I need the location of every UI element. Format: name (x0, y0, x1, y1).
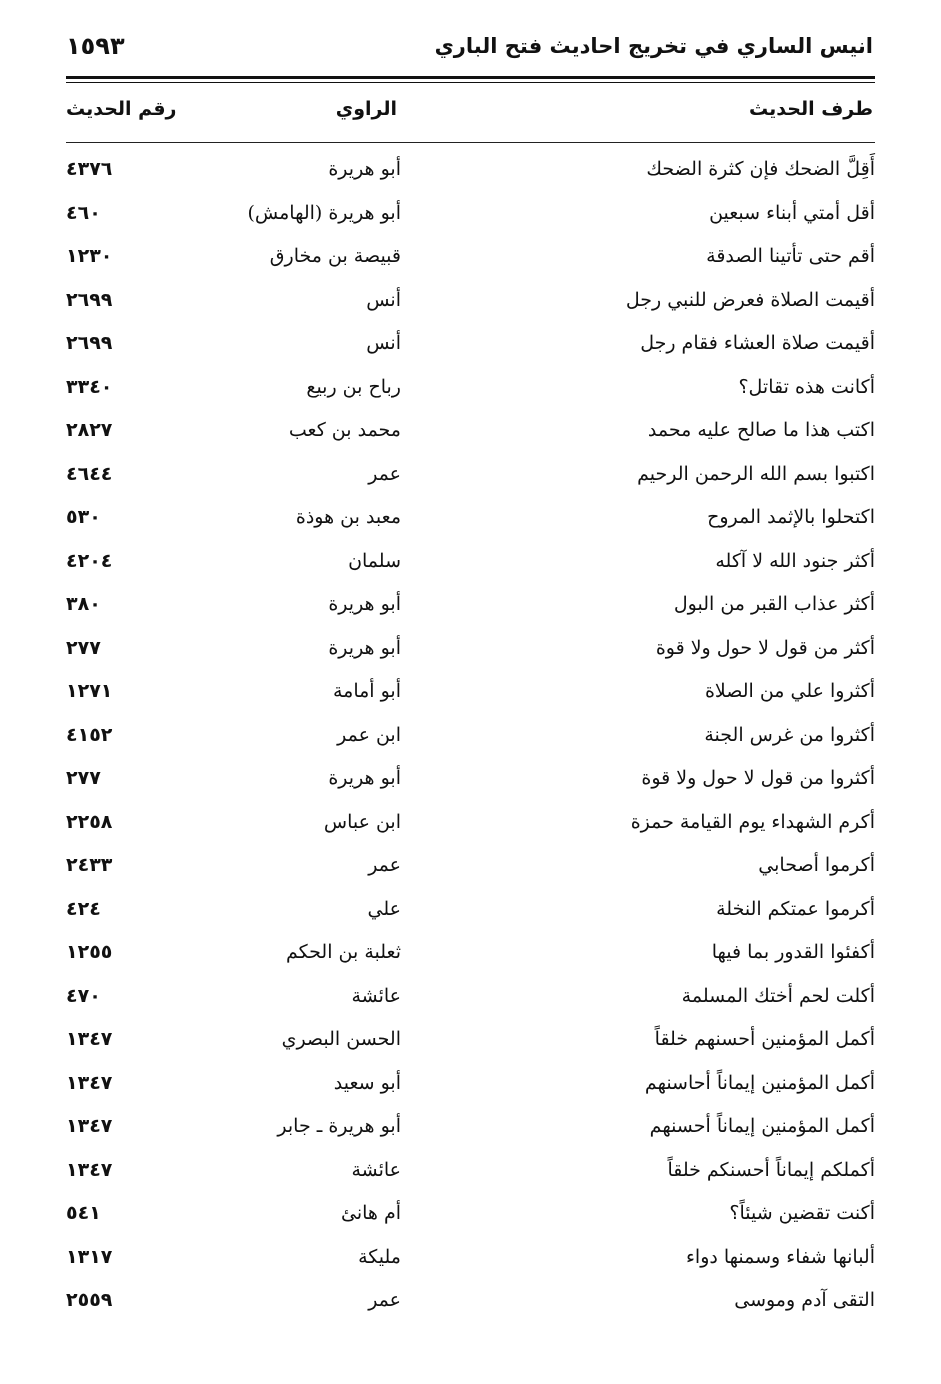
hadith-number: ٢٨٢٧ (66, 419, 113, 441)
hadith-number: ٤٦٤٤ (66, 462, 113, 485)
table-row (66, 500, 875, 544)
column-header-rule (66, 142, 875, 143)
hadith-number: ٣٨٠ (66, 593, 101, 615)
hadith-text: أكثروا علي من الصلاة (704, 680, 875, 702)
hadith-number: ٢٥٥٩ (66, 1289, 113, 1311)
hadith-number: ٤٢٤ (66, 897, 101, 920)
table-row (66, 1240, 875, 1284)
narrator-name: عائشة (351, 1158, 401, 1181)
hadith-text: أكرموا عمتكم النخلة (716, 897, 875, 920)
hadith-index-table (66, 152, 875, 1327)
hadith-text: أكفئوا القدور بما فيها (711, 941, 875, 963)
hadith-number: ١٣١٧ (66, 1245, 113, 1268)
table-row (66, 979, 875, 1023)
hadith-number: ٤٢٠٤ (66, 549, 113, 572)
table-row (66, 326, 875, 370)
narrator-name: معبد بن هوذة (295, 506, 401, 528)
table-row (66, 239, 875, 283)
hadith-text: أكثروا من قول لا حول ولا قوة (641, 767, 875, 789)
narrator-name: عائشة (351, 984, 401, 1007)
table-row (66, 1066, 875, 1110)
narrator-name: ابن عمر (337, 723, 401, 746)
hadith-text: أكثروا من غرس الجنة (704, 723, 875, 746)
page-header (66, 24, 873, 74)
narrator-name: أبو هريرة (328, 767, 401, 789)
narrator-name: أبو أمامة (332, 680, 401, 702)
hadith-text: أكملكم إيماناً أحسنكم خلقاً (667, 1158, 875, 1181)
table-row (66, 1109, 875, 1153)
hadith-number: ١٢٣٠ (66, 245, 113, 267)
table-row (66, 457, 875, 501)
narrator-name: أبو سعيد (333, 1071, 401, 1094)
hadith-number: ٢٢٥٨ (66, 810, 113, 833)
column-header-narrator: الراوي (335, 98, 397, 120)
hadith-number: ١٢٧١ (66, 680, 113, 702)
table-row (66, 631, 875, 675)
column-headers (66, 98, 873, 134)
table-row (66, 805, 875, 849)
hadith-text: اكتب هذا ما صالح عليه محمد (647, 419, 875, 441)
narrator-name: عمر (368, 854, 401, 876)
hadith-text: أكثر من قول لا حول ولا قوة (655, 636, 875, 659)
hadith-text: أكانت هذه تقاتل؟ (738, 375, 875, 398)
hadith-text: ألبانها شفاء وسمنها دواء (685, 1245, 875, 1268)
hadith-number: ٤١٥٢ (66, 723, 113, 746)
hadith-text: أكمل المؤمنين أحسنهم خلقاً (654, 1028, 875, 1050)
narrator-name: عمر (368, 462, 401, 485)
narrator-name: أبو هريرة (الهامش) (247, 201, 401, 224)
hadith-number: ٣٣٤٠ (66, 375, 113, 398)
narrator-name: أبو هريرة (328, 636, 401, 659)
column-header-hadith: طرف الحديث (749, 98, 873, 120)
narrator-name: أبو هريرة ـ جابر (277, 1115, 401, 1137)
hadith-number: ٥٣٠ (66, 506, 101, 528)
hadith-text: اكتبوا بسم الله الرحمن الرحيم (637, 462, 875, 485)
hadith-number: ٢٤٣٣ (66, 854, 113, 876)
hadith-text: أكمل المؤمنين إيماناً أحسنهم (649, 1115, 875, 1137)
header-rule-thin (66, 82, 875, 83)
hadith-text: أكرموا أصحابي (758, 854, 875, 876)
table-row (66, 152, 875, 196)
narrator-name: ابن عباس (323, 810, 401, 833)
narrator-name: محمد بن كعب (288, 419, 401, 441)
hadith-text: أقيمت صلاة العشاء فقام رجل (640, 332, 875, 354)
narrator-name: قبيصة بن مخارق (269, 245, 401, 267)
table-row (66, 674, 875, 718)
narrator-name: علي (367, 897, 401, 920)
hadith-text: أَقِلَّ الضحك فإن كثرة الضحك (646, 158, 875, 180)
table-row (66, 718, 875, 762)
hadith-text: أقيمت الصلاة فعرض للنبي رجل (625, 288, 875, 311)
hadith-number: ٢٧٧ (66, 636, 101, 659)
hadith-number: ٤٦٠ (66, 201, 101, 224)
header-rule-thick (66, 76, 875, 79)
hadith-number: ٤٣٧٦ (66, 158, 113, 180)
hadith-text: أكثر جنود الله لا آكله (715, 549, 875, 572)
table-row (66, 1022, 875, 1066)
table-row (66, 892, 875, 936)
book-title: انيس الساري في تخريج احاديث فتح الباري (434, 34, 873, 58)
narrator-name: ثعلبة بن الحكم (286, 941, 401, 963)
narrator-name: سلمان (348, 549, 401, 572)
hadith-number: ٤٧٠ (66, 984, 101, 1007)
narrator-name: مليكة (358, 1245, 401, 1268)
narrator-name: أم هانئ (340, 1202, 401, 1224)
column-header-number: رقم الحديث (66, 98, 177, 120)
hadith-text: أقم حتى تأتينا الصدقة (706, 245, 875, 267)
table-row (66, 848, 875, 892)
hadith-number: ١٣٤٧ (66, 1158, 113, 1181)
hadith-number: ٢٦٩٩ (66, 332, 113, 354)
table-row (66, 544, 875, 588)
hadith-number: ١٣٤٧ (66, 1071, 113, 1094)
table-row (66, 196, 875, 240)
narrator-name: عمر (368, 1289, 401, 1311)
table-row (66, 370, 875, 414)
table-row (66, 761, 875, 805)
hadith-number: ٢٦٩٩ (66, 288, 113, 311)
narrator-name: الحسن البصري (281, 1028, 401, 1050)
narrator-name: أبو هريرة (328, 158, 401, 180)
hadith-number: ١٢٥٥ (66, 941, 113, 963)
table-row (66, 1283, 875, 1327)
hadith-text: أكرم الشهداء يوم القيامة حمزة (630, 810, 875, 833)
page-number: ١٥٩٣ (66, 32, 125, 60)
hadith-text: أكنت تقضين شيئاً؟ (729, 1202, 875, 1224)
table-row (66, 413, 875, 457)
table-row (66, 1196, 875, 1240)
table-row (66, 283, 875, 327)
narrator-name: أنس (366, 288, 401, 311)
table-row (66, 935, 875, 979)
hadith-text: أكلت لحم أختك المسلمة (681, 984, 875, 1007)
hadith-number: ٥٤١ (66, 1202, 101, 1224)
hadith-number: ٢٧٧ (66, 767, 101, 789)
hadith-text: أكمل المؤمنين إيماناً أحاسنهم (644, 1071, 875, 1094)
hadith-text: التقى آدم وموسى (734, 1289, 875, 1311)
table-row (66, 587, 875, 631)
hadith-number: ١٣٤٧ (66, 1115, 113, 1137)
hadith-text: اكتحلوا بالإثمد المروح (707, 506, 875, 528)
table-row (66, 1153, 875, 1197)
hadith-text: أقل أمتي أبناء سبعين (709, 201, 875, 224)
narrator-name: أبو هريرة (328, 593, 401, 615)
narrator-name: رباح بن ربيع (306, 375, 401, 398)
hadith-text: أكثر عذاب القبر من البول (673, 593, 875, 615)
hadith-number: ١٣٤٧ (66, 1028, 113, 1050)
narrator-name: أنس (366, 332, 401, 354)
